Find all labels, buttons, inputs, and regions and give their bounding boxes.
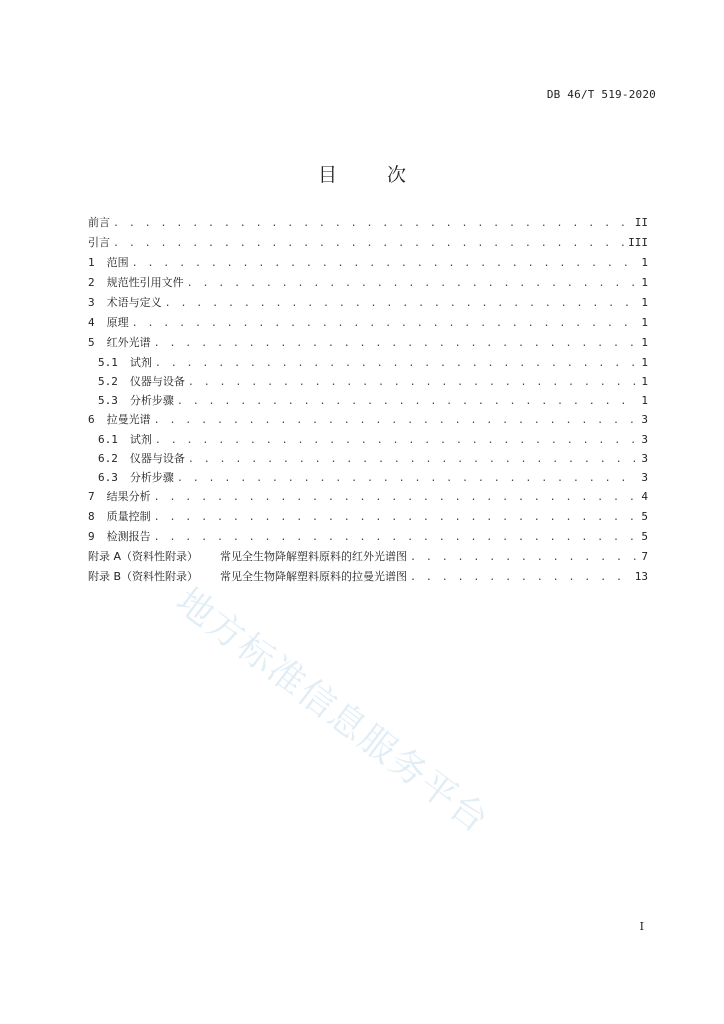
toc-entry[interactable]: [88, 353, 648, 372]
toc-entry[interactable]: [88, 430, 648, 449]
dot-leader: [187, 274, 639, 294]
toc-entry[interactable]: [88, 233, 648, 253]
toc-entry[interactable]: [88, 487, 648, 507]
toc-entry-label: 试剂: [129, 433, 152, 446]
toc-annex-entry[interactable]: [88, 567, 648, 587]
toc-entry-page: 1: [641, 356, 648, 369]
toc-entry-label: 质量控制: [106, 510, 151, 523]
toc-entry-number: 6.1: [98, 433, 118, 446]
annex-kind: 附录 B（资料性附录）: [88, 570, 199, 583]
toc-entry-number: 6.3: [98, 471, 118, 484]
page-number: I: [639, 920, 644, 933]
toc-entry-heading: [88, 487, 151, 507]
toc-entry[interactable]: [88, 333, 648, 353]
standard-code: DB 46/T 519-2020: [546, 88, 656, 101]
dot-leader: [154, 528, 639, 548]
toc-entry[interactable]: [88, 410, 648, 430]
dot-leader: [165, 294, 639, 314]
toc-entry-heading: [88, 468, 174, 487]
toc-entry[interactable]: [88, 391, 648, 410]
toc-entry-label: 拉曼光谱: [106, 413, 151, 426]
toc-entry[interactable]: [88, 273, 648, 293]
dot-leader: [132, 314, 639, 334]
toc-entry-number: 6: [88, 413, 95, 426]
toc-entry-number: 5: [88, 336, 95, 349]
table-of-contents: [88, 213, 648, 587]
toc-entry-label: 仪器与设备: [129, 375, 185, 388]
toc-entry-number: 6.2: [98, 452, 118, 465]
dot-leader: [154, 488, 639, 508]
toc-entry-heading: [88, 273, 184, 293]
annex-label: 常见全生物降解塑料原料的拉曼光谱图: [220, 570, 408, 583]
toc-entry[interactable]: [88, 468, 648, 487]
toc-entry-heading: [88, 567, 407, 587]
toc-entry-heading: [88, 391, 174, 410]
dot-leader: [132, 254, 639, 274]
dot-leader: [155, 431, 639, 450]
toc-entry-number: 2: [88, 276, 95, 289]
toc-entry-label: 检测报告: [106, 530, 151, 543]
toc-entry-label: 试剂: [129, 356, 152, 369]
toc-entry-label: 结果分析: [106, 490, 151, 503]
dot-leader: [177, 392, 639, 411]
toc-entry-page: II: [634, 216, 648, 229]
toc-entry-page: 3: [641, 452, 648, 465]
toc-entry-page: 5: [641, 510, 648, 523]
toc-entry-heading: [88, 449, 185, 468]
toc-entry-number: 5.1: [98, 356, 118, 369]
toc-entry-heading: [88, 507, 151, 527]
toc-entry-number: 5.2: [98, 375, 118, 388]
toc-entry-number: 9: [88, 530, 95, 543]
toc-entry-heading: [88, 253, 129, 273]
toc-entry-page: 1: [641, 276, 648, 289]
toc-entry-page: 1: [641, 316, 648, 329]
toc-entry[interactable]: [88, 253, 648, 273]
toc-entry-page: 4: [641, 490, 648, 503]
toc-entry-heading: [88, 233, 110, 253]
toc-entry-label: 分析步骤: [129, 394, 174, 407]
toc-entry-number: 8: [88, 510, 95, 523]
toc-entry-label: 红外光谱: [106, 336, 151, 349]
dot-leader: [113, 214, 632, 234]
annex-label: 常见全生物降解塑料原料的红外光谱图: [220, 550, 408, 563]
dot-leader: [154, 411, 639, 431]
toc-annex-entry[interactable]: [88, 547, 648, 567]
dot-leader: [154, 508, 639, 528]
toc-entry-label: 仪器与设备: [129, 452, 185, 465]
toc-entry-page: 1: [641, 375, 648, 388]
toc-entry-label: 引言: [88, 236, 110, 249]
toc-entry-heading: [88, 547, 407, 567]
toc-entry-page: 3: [641, 471, 648, 484]
toc-entry-label: 原理: [106, 316, 129, 329]
toc-entry-page: 3: [641, 433, 648, 446]
toc-entry[interactable]: [88, 372, 648, 391]
toc-entry-number: 7: [88, 490, 95, 503]
toc-entry-heading: [88, 527, 151, 547]
toc-entry-heading: [88, 353, 152, 372]
toc-entry-number: 1: [88, 256, 95, 269]
toc-entry-label: 分析步骤: [129, 471, 174, 484]
toc-entry[interactable]: [88, 507, 648, 527]
dot-leader: [155, 354, 639, 373]
toc-entry-heading: [88, 410, 151, 430]
toc-entry-page: 1: [641, 296, 648, 309]
toc-entry-page: 1: [641, 256, 648, 269]
toc-entry[interactable]: [88, 313, 648, 333]
toc-entry-heading: [88, 293, 162, 313]
toc-entry-page: 5: [641, 530, 648, 543]
toc-entry[interactable]: [88, 213, 648, 233]
toc-entry[interactable]: [88, 449, 648, 468]
toc-entry-number: 3: [88, 296, 95, 309]
toc-entry[interactable]: [88, 293, 648, 313]
toc-entry-page: 13: [634, 570, 648, 583]
toc-entry-number: 5.3: [98, 394, 118, 407]
watermark: 地方标准信息服务平台: [168, 580, 497, 842]
toc-entry-page: III: [628, 236, 648, 249]
toc-entry-label: 规范性引用文件: [106, 276, 184, 289]
toc-entry-heading: [88, 430, 152, 449]
toc-entry-page: 7: [641, 550, 648, 563]
toc-entry-page: 1: [641, 336, 648, 349]
toc-entry-heading: [88, 333, 151, 353]
toc-entry-heading: [88, 372, 185, 391]
toc-entry-page: 1: [641, 394, 648, 407]
toc-entry-heading: [88, 313, 129, 333]
dot-leader: [113, 234, 625, 254]
annex-kind: 附录 A（资料性附录）: [88, 550, 199, 563]
dot-leader: [188, 373, 639, 392]
toc-entry-number: 4: [88, 316, 95, 329]
toc-entry-label: 范围: [106, 256, 129, 269]
toc-entry-label: 前言: [88, 216, 110, 229]
dot-leader: [188, 450, 639, 469]
toc-entry-heading: [88, 213, 110, 233]
toc-entry[interactable]: [88, 527, 648, 547]
dot-leader: [410, 568, 632, 588]
toc-entry-page: 3: [641, 413, 648, 426]
toc-entry-label: 术语与定义: [106, 296, 162, 309]
page-title: 目 次: [317, 164, 429, 186]
dot-leader: [410, 548, 638, 568]
dot-leader: [154, 334, 639, 354]
dot-leader: [177, 469, 639, 488]
